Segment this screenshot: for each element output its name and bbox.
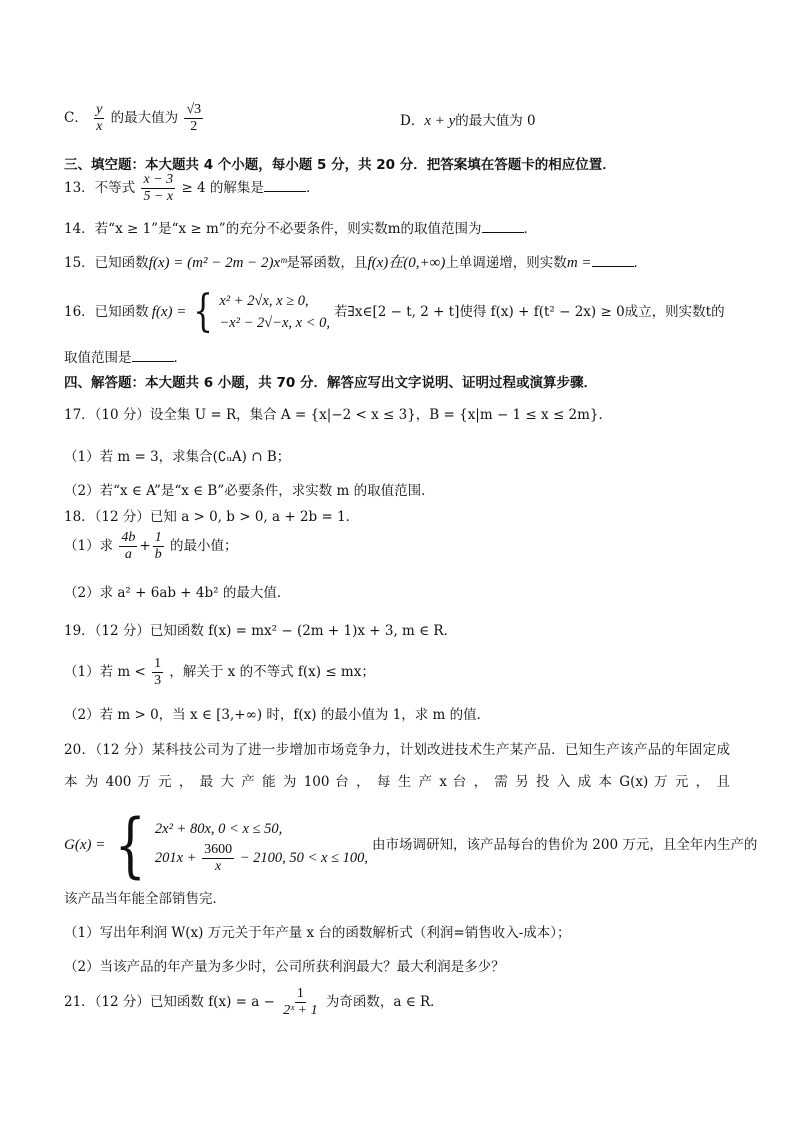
g-cases — [155, 816, 368, 875]
fraction-num: 1 — [154, 656, 162, 671]
question-16-line2 — [64, 349, 187, 367]
fraction-num: 1 — [296, 986, 304, 1001]
question-19-part1 — [64, 656, 375, 689]
q13-end: ． — [305, 180, 320, 196]
q13-post: ≥ 4 的解集是 — [181, 180, 264, 196]
answer-blank[interactable] — [482, 220, 524, 233]
g-piecewise — [64, 804, 758, 886]
question-18-part1 — [64, 530, 238, 563]
option-d-label: D． — [400, 113, 425, 129]
q13-fraction — [141, 172, 175, 205]
q15-pre: 15．已知函数 — [64, 255, 149, 271]
q16-pre: 16．已知函数 — [64, 304, 149, 320]
q16-case1: x² + 2√x, x ≥ 0, — [219, 293, 309, 309]
option-d-text: 的最大值为 0 — [455, 113, 536, 129]
q15-end: ． — [633, 255, 648, 271]
g-case1: 2x² + 80x, 0 < x ≤ 50, — [154, 820, 283, 837]
question-21 — [64, 986, 444, 1019]
question-20-line1: 20．（12 分）某科技公司为了进一步增加市场竞争力，计划改进技术生产某产品．已知生产该产品的年固定成 — [64, 742, 730, 758]
fraction-num: x − 3 — [143, 172, 174, 187]
q18-fraction-1 — [119, 530, 137, 563]
fraction-sqrt3-over-2 — [184, 102, 203, 135]
fraction-num: 3600 — [204, 841, 233, 857]
option-d — [400, 112, 536, 130]
q15-mid: 是幂函数，且 — [286, 255, 368, 271]
section-heading-solutions: 四、解答题：本大题共 6 小题，共 70 分．解答应写出文字说明、证明过程或演算步骤． — [64, 375, 597, 391]
g-label: G(x) = — [64, 837, 106, 853]
answer-blank[interactable] — [592, 254, 634, 267]
g-case2 — [155, 842, 368, 875]
brace-icon: { — [115, 804, 147, 886]
fraction-y-over-x — [94, 102, 104, 135]
question-20-part1: （1）写出年利润 W(x) 万元关于年产量 x 台的函数解析式（利润=销售收入-成本）； — [64, 925, 571, 941]
fraction-num: 1 — [154, 530, 162, 545]
question-18-part2: （2）求 a² + 6ab + 4b² 的最大值． — [64, 585, 291, 601]
question-14 — [64, 220, 537, 238]
question-17-part1: （1）若 m = 3，求集合(∁ᵤA) ∩ B； — [64, 449, 291, 465]
question-18: 18．（12 分）已知 a > 0, b > 0, a + 2b = 1． — [64, 509, 360, 525]
brace-icon: { — [193, 286, 214, 337]
option-c-label: C． — [64, 110, 88, 126]
fraction-den: 2ˣ + 1 — [283, 1003, 318, 1018]
section-heading-fill-blank: 三、填空题：本大题共 4 个小题，每小题 5 分，共 20 分．把答案填在答题卡的相应位置． — [64, 157, 616, 173]
fraction-den: 2 — [190, 119, 198, 134]
g-case2-b: − 2100, 50 < x ≤ 100, — [239, 849, 368, 866]
question-13 — [64, 172, 319, 205]
q15-expr: f(x) = (m² − 2m − 2)xᵐ — [148, 255, 287, 271]
question-19: 19．（12 分）已知函数 f(x) = mx² − (2m + 1)x + 3, m ∈ R． — [64, 623, 458, 639]
option-c-text: 的最大值为 — [110, 110, 179, 126]
fraction-den: x — [96, 119, 103, 134]
q20-post: 由市场调研知，该产品每台的售价为 200 万元，且全年内生产的 — [371, 837, 758, 853]
q15-post: 上单调递增，则实数 — [445, 255, 567, 271]
q19-fraction — [152, 656, 163, 689]
question-17: 17．（10 分）设全集 U = R，集合 A = {x|−2 < x ≤ 3}，B = {x|m − 1 ≤ x ≤ 2m}． — [64, 407, 613, 423]
fraction-den: b — [154, 547, 162, 562]
q15-m-equals: m = — [566, 255, 592, 271]
question-15 — [64, 254, 647, 272]
q15-expr2: f(x)在(0,+∞) — [367, 255, 446, 271]
question-20-part2: （2）当该产品的年产量为多少时，公司所获利润最大？最大利润是多少？ — [64, 959, 505, 975]
q14-end: ． — [523, 221, 537, 237]
q21-fraction — [281, 986, 319, 1019]
fraction-den: 5 − x — [143, 189, 174, 204]
fraction-den: x — [215, 858, 222, 874]
fraction-den: a — [124, 547, 132, 562]
q21-post: 为奇函数，a ∈ R． — [325, 994, 444, 1010]
q14-text: 14．若“x ≥ 1”是“x ≥ m”的充分不必要条件，则实数m的取值范围为 — [64, 221, 482, 237]
q18-fraction-2 — [153, 530, 164, 563]
fraction-num: y — [96, 102, 103, 117]
q16-piecewise — [64, 286, 725, 337]
q19-p1-post: ，解关于 x 的不等式 f(x) ≤ mx； — [169, 664, 375, 680]
fraction-num: 4b — [121, 530, 136, 545]
answer-blank[interactable] — [264, 179, 306, 192]
question-19-part2: （2）若 m > 0，当 x ∈ [3,+∞) 时，f(x) 的最小值为 1，求 m 的值． — [64, 707, 491, 723]
fraction-den: 3 — [154, 673, 162, 688]
question-20-line4: 该产品当年能全部销售完． — [64, 891, 226, 907]
option-d-expr: x + y — [424, 113, 456, 129]
q16-cases — [219, 290, 330, 334]
fraction-num: √3 — [186, 102, 202, 117]
answer-blank[interactable] — [132, 349, 174, 362]
question-20-line2: 本 为 400 万 元 ， 最 大 产 能 为 100 台 ， 每 生 产 x 台 ， 需 另 投 入 成 本 G(x) 万 元 ， 且 — [64, 774, 730, 790]
q16-end: ． — [173, 350, 187, 366]
g-case2-fraction — [202, 842, 234, 875]
q16-line2: 取值范围是 — [64, 350, 132, 366]
question-20-piecewise — [64, 804, 758, 886]
q18-p1-post: 的最小值； — [170, 538, 238, 554]
q16-fx: f(x) = — [151, 304, 187, 320]
question-16 — [64, 286, 725, 337]
q13-pre: 13．不等式 — [64, 180, 136, 196]
q18-plus: + — [139, 538, 151, 554]
option-c — [64, 102, 205, 135]
question-17-part2: （2）若“x ∈ A”是“x ∈ B”必要条件，求实数 m 的取值范围． — [64, 483, 435, 499]
g-case2-a: 201x + — [154, 849, 197, 866]
q16-case2: −x² − 2√−x, x < 0, — [219, 315, 331, 331]
q18-p1-pre: （1）求 — [64, 538, 114, 554]
q19-p1-pre: （1）若 m < — [64, 664, 146, 680]
q21-pre: 21．（12 分）已知函数 f(x) = a − — [64, 994, 275, 1010]
q16-post: 若∃x∈[2 − t, 2 + t]使得 f(x) + f(t² − 2x) ≥ 0成立，则实数t的 — [334, 304, 725, 320]
